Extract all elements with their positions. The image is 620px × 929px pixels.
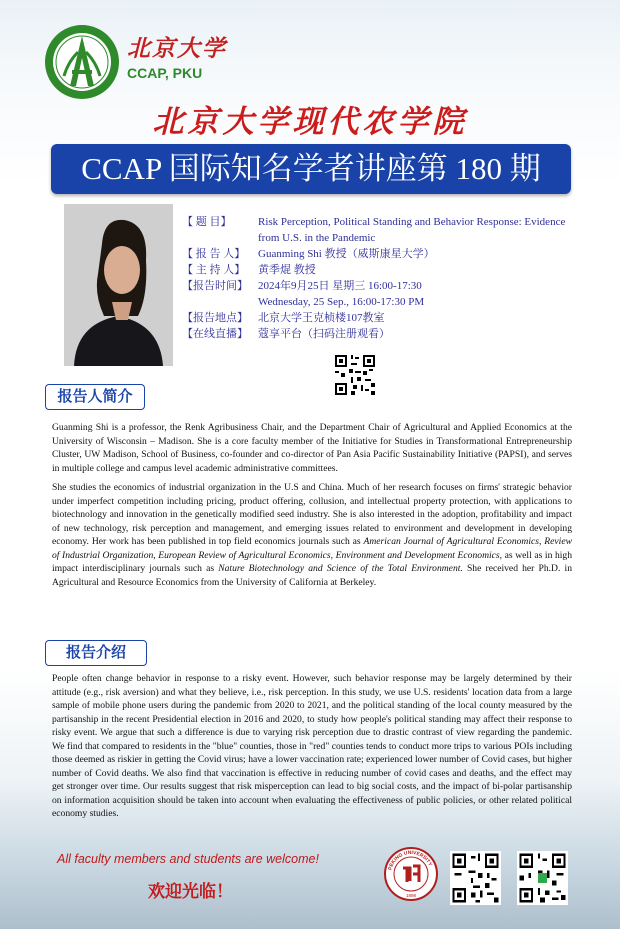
ccap-logo-icon [42, 22, 122, 102]
speaker-bio-paragraph: Guanming Shi is a professor, the Renk Agribusiness Chair, and the Department Chair of Agricultural and Applied Economics at the University of Wisconsin – Madison. She is a core faculty member of the Initiative for Studies in Transformational Entrepreneurship Cluster, UW Madison, School of Business, co-founder and co-director of Pan Asia Pacific Sustainability Initiative (PAPSI), and serves in multiple college and campus level academic administrative committees. [52, 422, 572, 474]
seal-text: PEKING UNIVERSITY [387, 849, 434, 871]
livestream-qr-code[interactable] [333, 353, 377, 397]
department-title: 北京大学现代农学院 [152, 104, 468, 140]
bio-journals: Nature Biotechnology and Science of the Total Environment. [218, 563, 463, 574]
info-value: Risk Perception, Political Standing and Behavior Response: Evidence from U.S. in the Pandemic [258, 216, 566, 244]
info-label: 【报告时间】 [182, 280, 248, 292]
bio-journals: American Journal of Agricultural Economics, Review of Industrial Organization, European Review of Agricultural Economics, Environment and Development Economics, [52, 536, 572, 561]
info-row-speaker [182, 246, 582, 262]
abstract-paragraph: People often change behavior in response to a risky event. However, such behavior response may be largely determined by their attitude (e.g., risk aversion) and what they believe, i.e., risk perception. In this study, we use U.S. residents' location data from a large sample of mobile phone users during the pandemic from 2020 to 2021, and the political standing of the local county measured by the partisanship in the recent Presidential election in 2016 and 2020, to study how people's political standing may affect their response to risky event. We argue that such a difference is due to varying risk perception due to drastic contrast of view regarding the pandemic. We find that compared to residents in the "blue" counties, those in "red" counties tends to conduct more trips to various POIs including those deemed as riskier in getting the Covid virus; have a lower vaccination rate; experienced lower number of Covid cases, but higher number of Covid deaths. We also find that vaccination is effective in reducing number of covid cases and deaths, and the effect may get stronger over time. Our results suggest that risk misperception can lead to big social costs, and the impact of bi-polar partisanship on information acquisition should be taken into account when evaluating the effectiveness of public policies, or other related political economy studies. [52, 673, 572, 819]
bio-text: as well as in high impact interdisciplinary journals such as [52, 549, 573, 574]
lecture-banner: CCAP 国际知名学者讲座第 180 期 [51, 144, 571, 194]
peking-university-seal-icon [383, 846, 439, 902]
talk-abstract [52, 672, 572, 827]
info-row-location [182, 310, 582, 326]
footer-qr-code-2[interactable] [517, 851, 568, 905]
info-row-host [182, 262, 582, 278]
speaker-bio [52, 421, 572, 595]
info-label: 【报告地点】 [182, 312, 248, 324]
info-row-livestream [182, 326, 582, 342]
speaker-bio-paragraph [52, 481, 572, 589]
info-label: 【在线直播】 [182, 328, 248, 340]
seal-year: 1898 [405, 893, 417, 898]
logo-text [127, 30, 227, 81]
info-label: 【 题 目】 [182, 216, 232, 228]
logo-text-en: CCAP, PKU [127, 65, 203, 81]
info-value: 2024年9月25日 星期三 16:00-17:30 [258, 280, 422, 292]
info-label: 【 报 告 人】 [182, 248, 246, 260]
info-value: Guanming Shi 教授（威斯康星大学） [258, 248, 435, 260]
section-header-speaker: 报告人简介 [45, 384, 145, 410]
info-value: 北京大学王克桢楼107教室 [258, 312, 385, 324]
speaker-photo [64, 204, 173, 366]
info-value: 黄季焜 教授 [258, 264, 316, 276]
info-label [182, 294, 258, 310]
bio-text: She studies the economics of industrial organization in the U.S and China. Much of her research focuses on firms' strategic behavior under imperfect competition including pricing, product offering, collusion, and intellectual property protection, with applications to biotechnology and innovation in the genetically modified seed industry. She is also interested in the adoption, profitability and impact of new technology, risk perception and management, and emerging issues related to environment and development in developing economy. Her work has been published in top field economics journals such as [52, 482, 572, 547]
welcome-text-cn: 欢迎光临！ [148, 882, 233, 902]
info-row-title [182, 214, 582, 246]
logo-text-cn: 北京大学 [127, 35, 227, 62]
bio-text: She received her Ph.D. in Agricultural and Resource Economics from the University of California at Berkeley. [52, 563, 572, 588]
info-value: 蔻享平台（扫码注册观看） [258, 328, 390, 340]
welcome-text-en: All faculty members and students are welcome! [57, 852, 319, 866]
info-row-time-en [182, 294, 582, 310]
info-label: 【 主 持 人】 [182, 264, 246, 276]
info-value: Wednesday, 25 Sep., 16:00-17:30 PM [258, 296, 425, 308]
lecture-info [182, 214, 582, 342]
footer-qr-code-1[interactable] [450, 851, 501, 905]
section-header-abstract: 报告介绍 [45, 640, 147, 666]
info-row-time [182, 278, 582, 294]
